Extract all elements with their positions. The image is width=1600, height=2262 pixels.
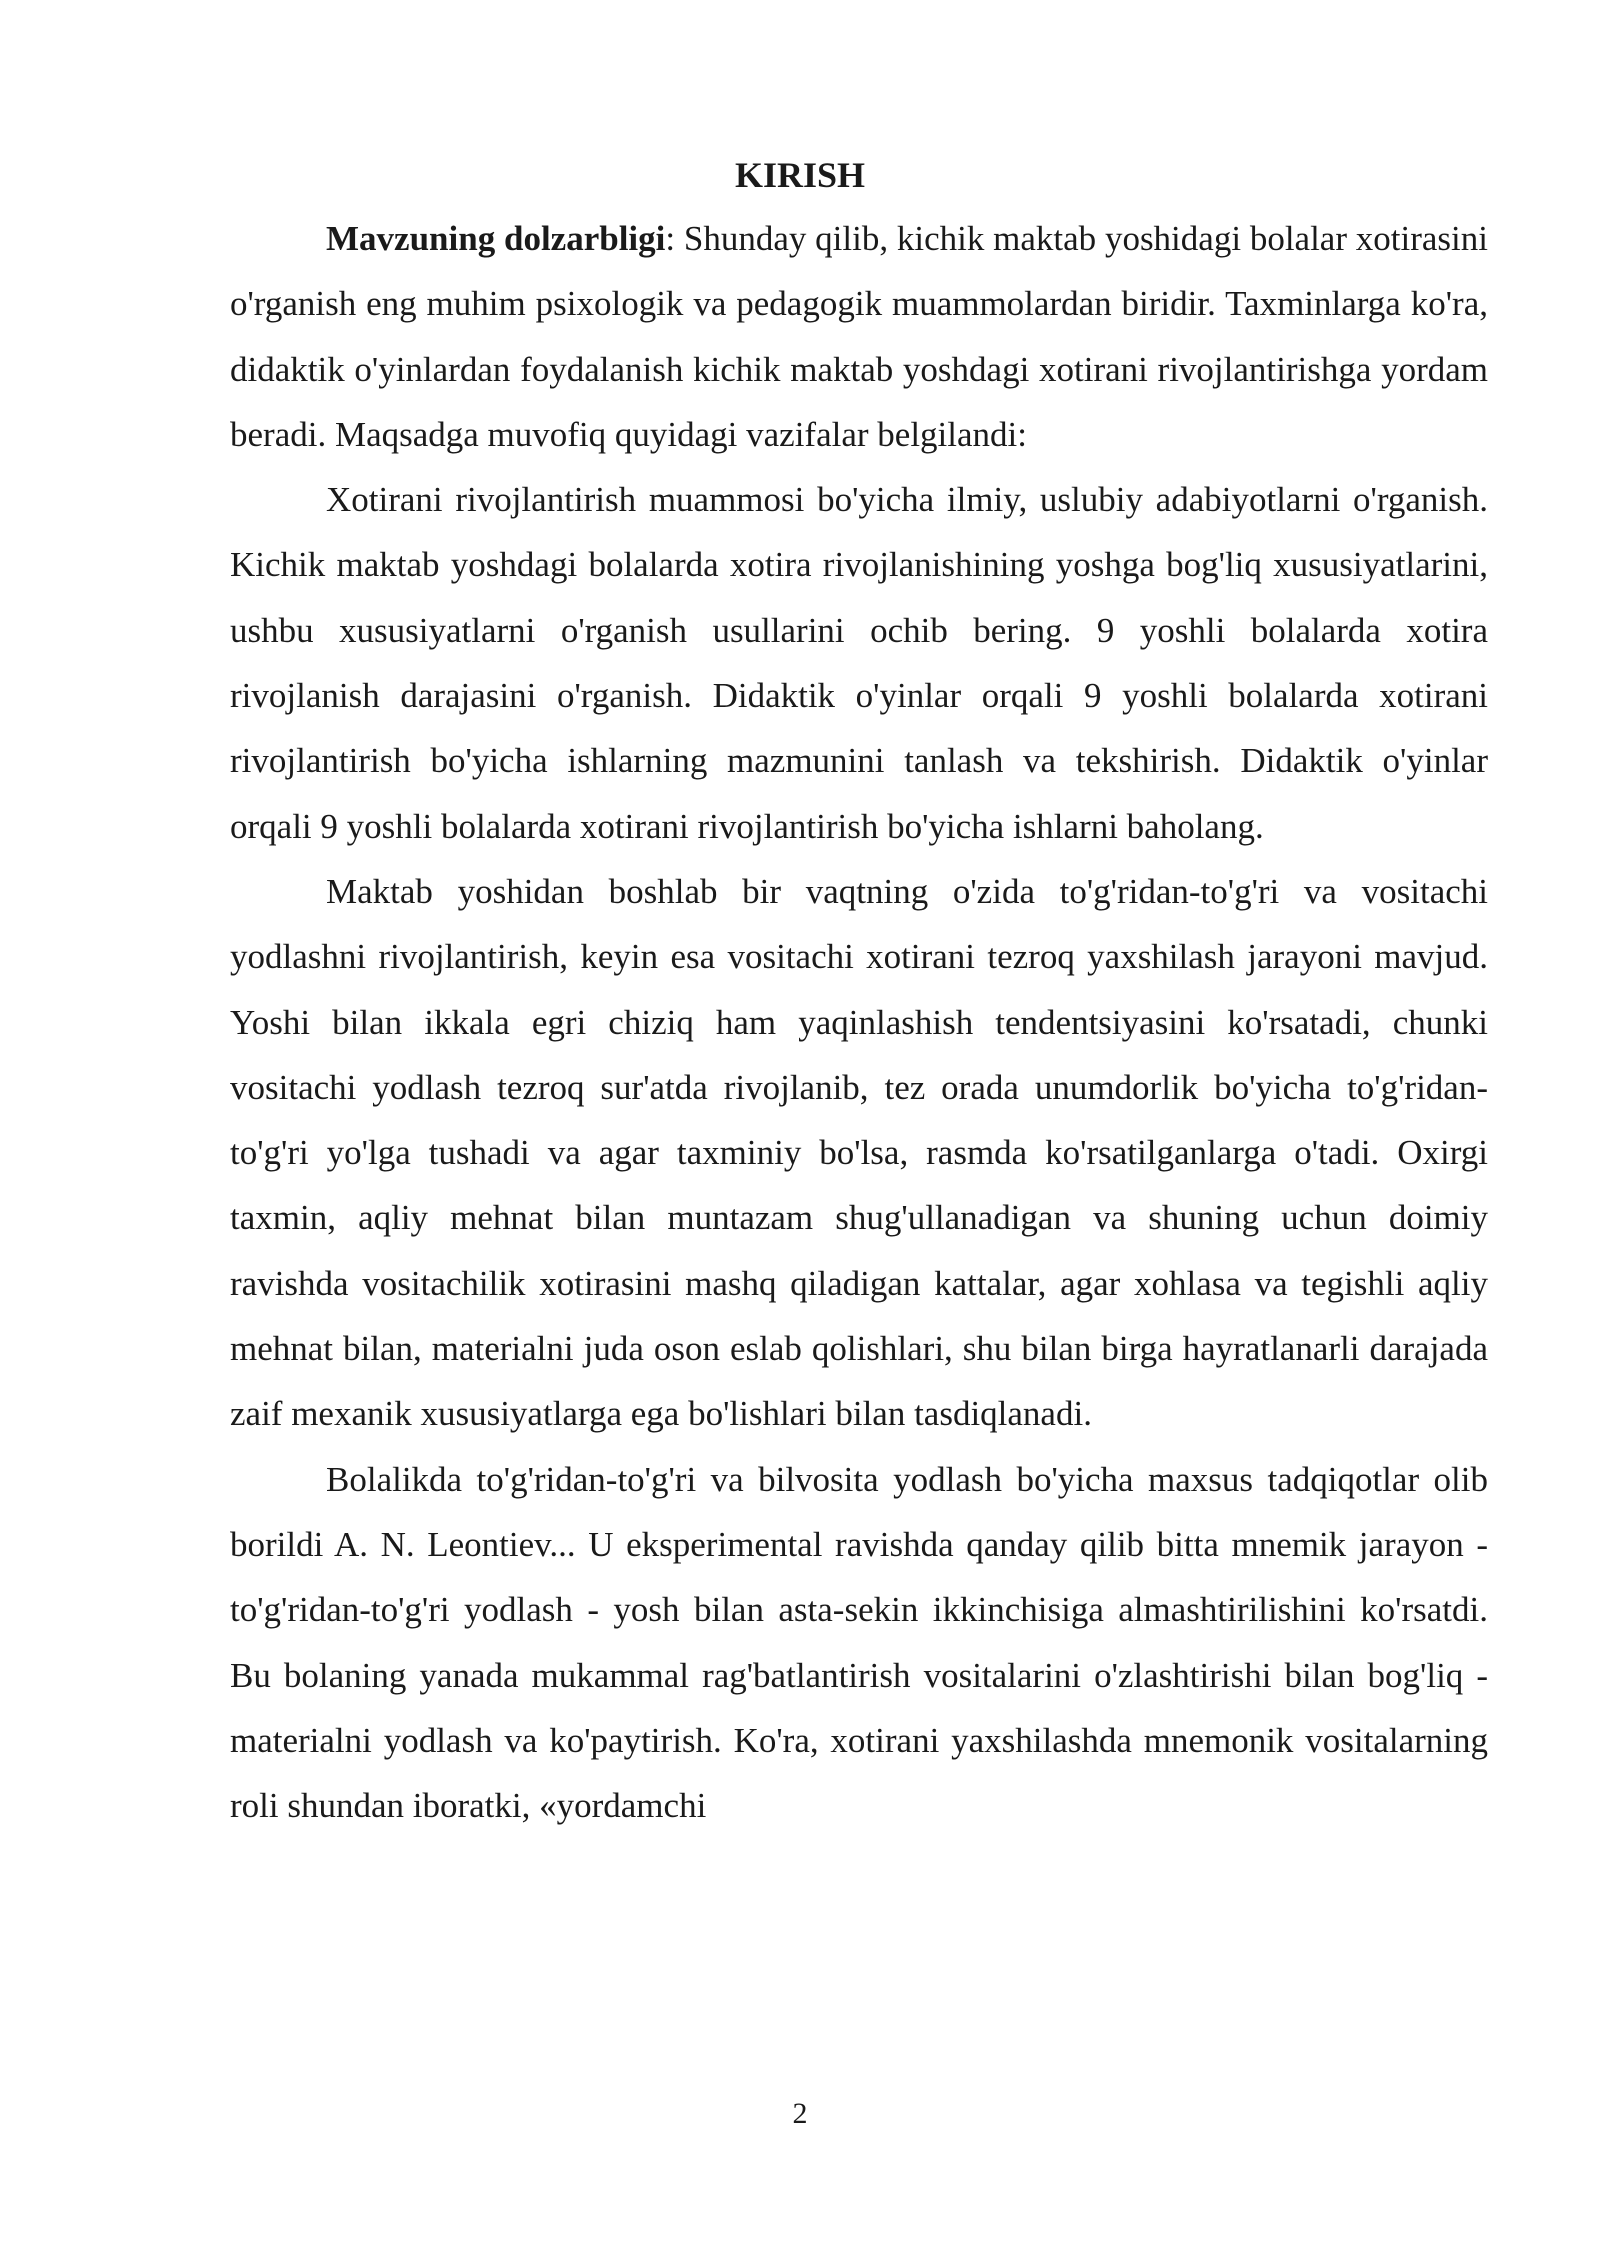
paragraph-memorization: Maktab yoshidan boshlab bir vaqtning o'zida to'g'ridan-to'g'ri va vositachi yodlashni rivojlantirish, keyin esa vositachi xotirani tezroq yaxshilash jarayoni mavjud. Yoshi bilan ikkala egri chiziq ham yaqinlashish tendentsiyasini ko'rsatadi, chunki vositachi yodlash tezroq sur'atda rivojlanib, tez orada unumdorlik bo'yicha to'g'ridan-to'g'ri yo'lga tushadi va agar taxminiy bo'lsa, rasmda ko'rsatilganlarga o'tadi. Oxirgi taxmin, aqliy mehnat bilan muntazam shug'ullanadigan va shuning uchun doimiy ravishda vositachilik xotirasini mashq qiladigan kattalar, agar xohlasa va tegishli aqliy mehnat bilan, materialni juda oson eslab qolishlari, shu bilan birga hayratlanarli darajada zaif mexanik xususiyatlarga ega bo'lishlari bilan tasdiqlanadi.	[230, 871, 1488, 1434]
document-body	[230, 206, 1488, 1838]
paragraph-relevance	[230, 206, 1488, 467]
paragraph-text: : Shunday qilib, kichik maktab yoshidagi bolalar xotirasini o'rganish eng muhim psixologik va pedagogik muammolardan biridir. Taxminlarga ko'ra, didaktik o'yinlardan foydalanish kichik maktab yoshdagi xotirani rivojlantirishga yordam beradi. Maqsadga muvofiq quyidagi vazifalar belgilandi:	[230, 219, 1488, 454]
paragraph-lead-term: Mavzuning dolzarbligi	[326, 219, 666, 258]
page-number: 2	[792, 2097, 808, 2130]
paragraph-tasks: Xotirani rivojlantirish muammosi bo'yicha ilmiy, uslubiy adabiyotlarni o'rganish. Kichik maktab yoshdagi bolalarda xotira rivojlanishining yoshga bog'liq xususiyatlarini, ushbu xususiyatlarni o'rganish usullarini ochib bering. 9 yoshli bolalarda xotira rivojlanish darajasini o'rganish. Didaktik o'yinlar orqali 9 yoshli bolalarda xotirani rivojlantirish bo'yicha ishlarning mazmunini tanlash va tekshirish. Didaktik o'yinlar orqali 9 yoshli bolalarda xotirani rivojlantirish bo'yicha ishlarni baholang.	[230, 480, 1488, 846]
paragraph-research: Bolalikda to'g'ridan-to'g'ri va bilvosita yodlash bo'yicha maxsus tadqiqotlar olib borildi A. N. Leontiev... U eksperimental ravishda qanday qilib bitta mnemik jarayon - to'g'ridan-to'g'ri yodlash - yosh bilan asta-sekin ikkinchisiga almashtirilishini ko'rsatdi. Bu bolaning yanada mukammal rag'batlantirish vositalarini o'zlashtirishi bilan bog'liq - materialni yodlash va ko'paytirish. Ko'ra, xotirani yaxshilashda mnemonik vositalarning roli shundan iboratki, «yordamchi	[230, 1459, 1488, 1826]
page-title: KIRISH	[734, 155, 866, 195]
